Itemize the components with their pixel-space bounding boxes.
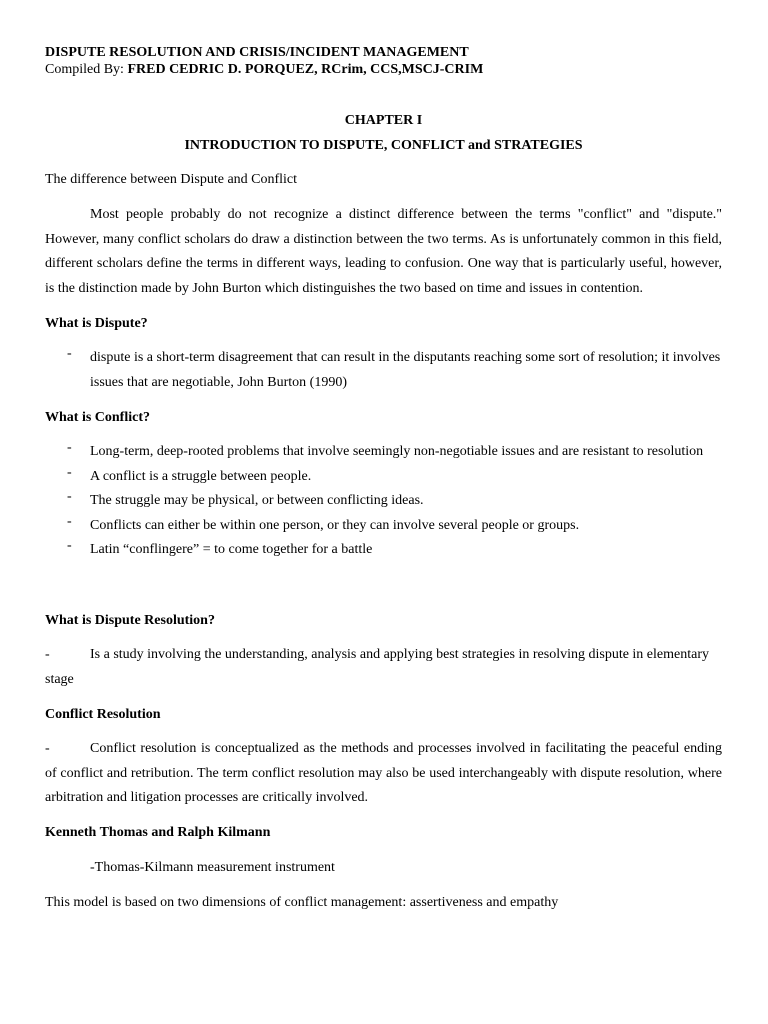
course-title: DISPUTE RESOLUTION AND CRISIS/INCIDENT MANAGEMENT <box>45 45 469 60</box>
list-item <box>45 440 722 465</box>
paragraph-dash: - <box>45 741 50 756</box>
paragraph-dash: - <box>45 647 50 662</box>
thomas-kilmann-heading: Kenneth Thomas and Ralph Kilmann <box>45 825 271 840</box>
bullet-dash: - <box>67 440 72 455</box>
compiled-by-label: Compiled By: <box>45 62 128 77</box>
conflict-resolution-text: Conflict resolution is conceptualized as the methods and processes involved in facilitating the peaceful ending of conflict and retribution. The term conflict resolution may also be used interchangeably with dispute resolution, where arbitration and litigation processes are critically involved. <box>45 741 722 805</box>
bullet-text: The struggle may be physical, or between conflicting ideas. <box>90 493 424 508</box>
compiler-name: FRED CEDRIC D. PORQUEZ, RCrim, CCS,MSCJ-CRIM <box>127 62 484 77</box>
thomas-kilmann-model: This model is based on two dimensions of conflict management: assertiveness and empathy <box>45 895 559 910</box>
bullet-dash: - <box>67 538 72 553</box>
bullet-text: Latin “conflingere” = to come together for a battle <box>90 542 373 557</box>
bullet-dash: - <box>67 514 72 529</box>
intro-paragraph: Most people probably do not recognize a distinct difference between the terms "conflict" and "dispute." However, many conflict scholars do draw a distinction between the two terms. As is unfortunately common in this field, different scholars define the terms in different ways, leading to confusion. One way that is particularly useful, however, is the distinction made by John Burton which distinguishes the two based on time and issues in contention. <box>45 207 722 296</box>
list-item <box>45 465 722 490</box>
bullet-text: A conflict is a struggle between people. <box>90 469 312 484</box>
list-item <box>45 489 722 514</box>
list-item <box>45 346 722 395</box>
conflict-resolution-heading: Conflict Resolution <box>45 707 161 722</box>
bullet-text: Long-term, deep-rooted problems that involve seemingly non-negotiable issues and are resistant to resolution <box>90 444 704 459</box>
bullet-text: Conflicts can either be within one person, or they can involve several people or groups. <box>90 518 580 533</box>
dispute-resolution-heading: What is Dispute Resolution? <box>45 613 215 628</box>
bullet-dash: - <box>67 465 72 480</box>
conflict-heading: What is Conflict? <box>45 410 150 425</box>
bullet-dash: - <box>67 489 72 504</box>
dispute-resolution-paragraph <box>45 643 722 692</box>
bullet-text: dispute is a short-term disagreement that can result in the disputants reaching some sort of resolution; it involves issues that are negotiable, John Burton (1990) <box>90 350 721 390</box>
intro-subtitle: The difference between Dispute and Conflict <box>45 172 298 187</box>
list-item <box>45 538 722 563</box>
chapter-number: CHAPTER I <box>344 113 423 128</box>
conflict-resolution-paragraph <box>45 737 722 811</box>
thomas-kilmann-instrument: -Thomas-Kilmann measurement instrument <box>90 860 335 875</box>
dispute-resolution-text: Is a study involving the understanding, analysis and applying best strategies in resolving dispute in elementary stage <box>45 647 709 687</box>
compiled-by-line <box>45 62 722 79</box>
list-item <box>45 514 722 539</box>
bullet-dash: - <box>67 346 72 361</box>
chapter-title: INTRODUCTION TO DISPUTE, CONFLICT and STRATEGIES <box>184 138 583 153</box>
dispute-heading: What is Dispute? <box>45 316 148 331</box>
